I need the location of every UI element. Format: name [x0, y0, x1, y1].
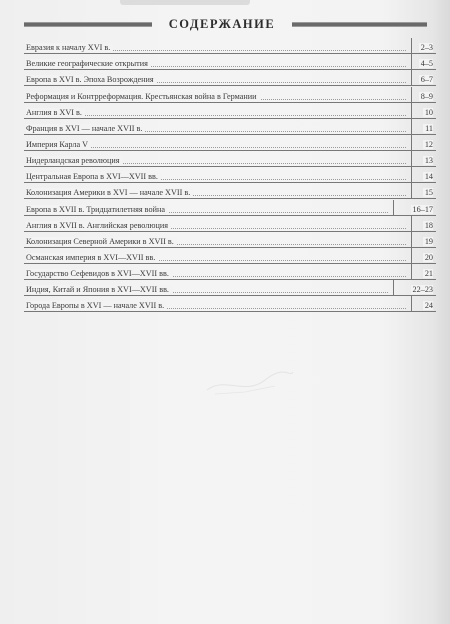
toc-title: Империя Карла V [26, 140, 91, 149]
toc-page: 4–5 [420, 59, 433, 69]
toc-row[interactable] [24, 280, 436, 296]
faint-show-through-mark [205, 368, 295, 398]
toc-page: 20 [424, 252, 433, 262]
heading-rule-left [24, 22, 152, 27]
page-top-tab [120, 0, 250, 5]
toc-row[interactable] [24, 103, 436, 119]
toc-title: Османская империя в XVI—XVII вв. [26, 253, 158, 262]
toc-page: 10 [424, 107, 433, 117]
toc-title: Реформация и Контрреформация. Крестьянская война в Германии [26, 92, 260, 101]
toc-title: Европа в XVII в. Тридцатилетняя война [26, 205, 168, 214]
toc-page: 8–9 [420, 91, 433, 101]
toc-row[interactable] [24, 167, 436, 183]
toc-title: Европа в XVI в. Эпоха Возрождения [26, 75, 157, 84]
toc-title: Англия в XVI в. [26, 108, 85, 117]
toc-row[interactable] [24, 199, 436, 215]
toc-page: 11 [425, 123, 433, 133]
toc-row[interactable] [24, 248, 436, 264]
page-title: СОДЕРЖАНИЕ [168, 17, 276, 31]
toc-title: Государство Сефевидов в XVI—XVII вв. [26, 269, 172, 278]
toc-page: 6–7 [420, 75, 433, 85]
toc-row[interactable] [24, 70, 436, 86]
toc-row[interactable] [24, 119, 436, 135]
table-of-contents [24, 38, 436, 312]
toc-row[interactable] [24, 135, 436, 151]
toc-page: 13 [424, 156, 433, 166]
toc-page: 24 [424, 301, 433, 311]
toc-title: Англия в XVII в. Английская революция [26, 221, 171, 230]
toc-page: 21 [424, 269, 433, 279]
toc-page: 18 [424, 220, 433, 230]
heading-bar [0, 13, 450, 35]
toc-title: Франция в XVI — начале XVII в. [26, 124, 145, 133]
toc-title: Центральная Европа в XVI—XVII вв. [26, 172, 161, 181]
toc-page: 22–23 [412, 285, 433, 295]
toc-page: 2–3 [420, 43, 433, 53]
toc-title: Колонизация Америки в XVI — начале XVII в. [26, 188, 193, 197]
toc-title: Города Европы в XVI — начале XVII в. [26, 301, 167, 310]
toc-page: 19 [424, 236, 433, 246]
toc-page: 14 [424, 172, 433, 182]
toc-row[interactable] [24, 296, 436, 312]
toc-page: 15 [424, 188, 433, 198]
toc-title: Колонизация Северной Америки в XVII в. [26, 237, 177, 246]
toc-title: Великие географические открытия [26, 59, 151, 68]
toc-title: Нидерландская революция [26, 156, 123, 165]
toc-page: 12 [424, 139, 433, 149]
toc-row[interactable] [24, 232, 436, 248]
toc-row[interactable] [24, 183, 436, 199]
toc-row[interactable] [24, 54, 436, 70]
toc-row[interactable] [24, 86, 436, 102]
toc-title: Евразия к началу XVI в. [26, 43, 113, 52]
toc-row[interactable] [24, 38, 436, 54]
heading-rule-right [292, 22, 427, 27]
toc-title: Индия, Китай и Япония в XVI—XVII вв. [26, 285, 172, 294]
toc-row[interactable] [24, 151, 436, 167]
toc-page: 16–17 [412, 204, 433, 214]
toc-row[interactable] [24, 216, 436, 232]
toc-row[interactable] [24, 264, 436, 280]
